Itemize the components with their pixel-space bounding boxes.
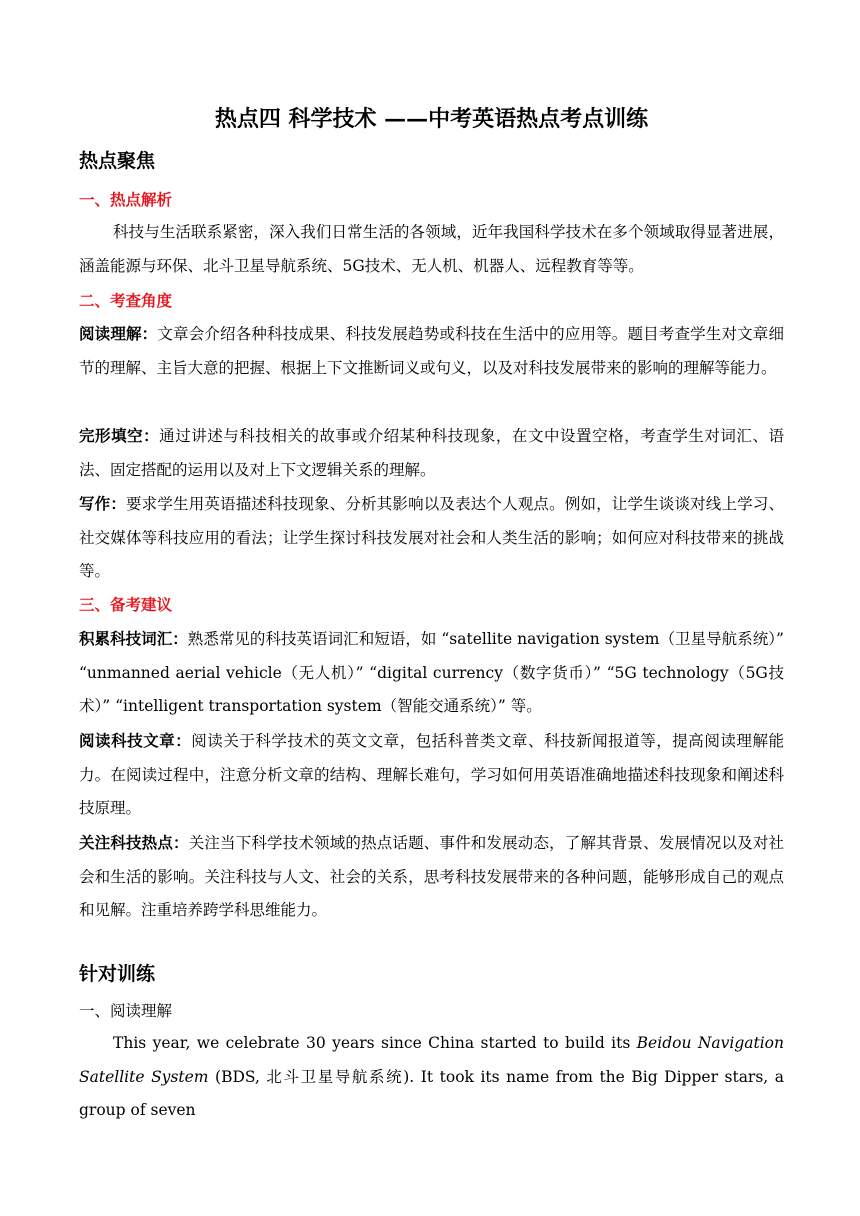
document-title: 热点四 科学技术 ——中考英语热点考点训练: [214, 106, 649, 132]
angle-writing-term: 写作：: [79, 494, 127, 513]
passage-text-start: This year, we celebrate 30 years since China started to build its: [113, 1034, 637, 1052]
section-heading-focus: 热点聚焦: [79, 150, 156, 172]
analysis-paragraph: 科技与生活联系紧密，深入我们日常生活的各领域，近年我国科学技术在多个领域取得显著进展，涵盖能源与环保、北斗卫星导航系统、5G技术、无人机、机器人、远程教育等等。: [79, 223, 784, 275]
tip-read-paragraph: [79, 724, 784, 826]
tip-read-term: 阅读科技文章：: [79, 731, 192, 750]
angle-writing-text: 要求学生用英语描述科技现象、分析其影响以及表达个人观点。例如，让学生谈谈对线上学习、社交媒体等科技应用的看法；让学生探讨科技发展对社会和人类生活的影响；如何应对科技带来的挑战等。: [79, 495, 784, 581]
angle-writing-paragraph: [79, 487, 784, 589]
passage-paragraph: [79, 1027, 784, 1128]
subheading-angles: 二、考查角度: [79, 291, 173, 310]
tip-focus-term: 关注科技热点：: [79, 833, 189, 852]
angle-reading-text: 文章会介绍各种科技成果、科技发展趋势或科技在生活中的应用等。题目考查学生对文章细节的理解、主旨大意的把握、根据上下文推断词义或句义，以及对科技发展带来的影响的理解等能力。: [79, 325, 784, 377]
tip-focus-text: 关注当下科学技术领域的热点话题、事件和发展动态，了解其背景、发展情况以及对社会和生活的影响。关注科技与人文、社会的关系，思考科技发展带来的各种问题，能够形成自己的观点和见解。注重培养跨学科思维能力。: [79, 834, 784, 920]
angle-cloze-paragraph: [79, 419, 784, 487]
angle-reading-paragraph: [79, 317, 784, 385]
passage-italic-term: Beidou Navigation Satellite System: [79, 1034, 784, 1086]
tip-vocab-text: 熟悉常见的科技英语词汇和短语，如 “satellite navigation system（卫星导航系统）” “unmanned aerial vehicle（无人机）” “digital currency（数字货币）” “5G technology（5G技术）” “intelligent transportation system（智能交通系统）” 等。: [79, 630, 784, 716]
subheading-tips: 三、备考建议: [79, 595, 173, 614]
angle-cloze-text: 通过讲述与科技相关的故事或介绍某种科技现象，在文中设置空格，考查学生对词汇、语法、固定搭配的运用以及对上下文逻辑关系的理解。: [79, 427, 784, 479]
passage-text-end: (BDS, 北斗卫星导航系统). It took its name from the Big Dipper stars, a group of seven: [79, 1067, 784, 1120]
tip-read-text: 阅读关于科学技术的英文文章，包括科普类文章、科技新闻报道等，提高阅读理解能力。在阅读过程中，注意分析文章的结构、理解长难句，学习如何用英语准确地描述科技现象和阐述科技原理。: [79, 732, 784, 818]
angle-cloze-term: 完形填空：: [79, 426, 160, 445]
angle-reading-term: 阅读理解：: [79, 324, 158, 343]
tip-vocab-term: 积累科技词汇：: [79, 629, 188, 648]
tip-focus-paragraph: [79, 826, 784, 928]
training-subheading-reading: 一、阅读理解: [79, 1002, 173, 1020]
section-heading-training: 针对训练: [79, 963, 156, 985]
subheading-analysis: 一、热点解析: [79, 190, 173, 209]
tip-vocab-paragraph: [79, 622, 784, 724]
